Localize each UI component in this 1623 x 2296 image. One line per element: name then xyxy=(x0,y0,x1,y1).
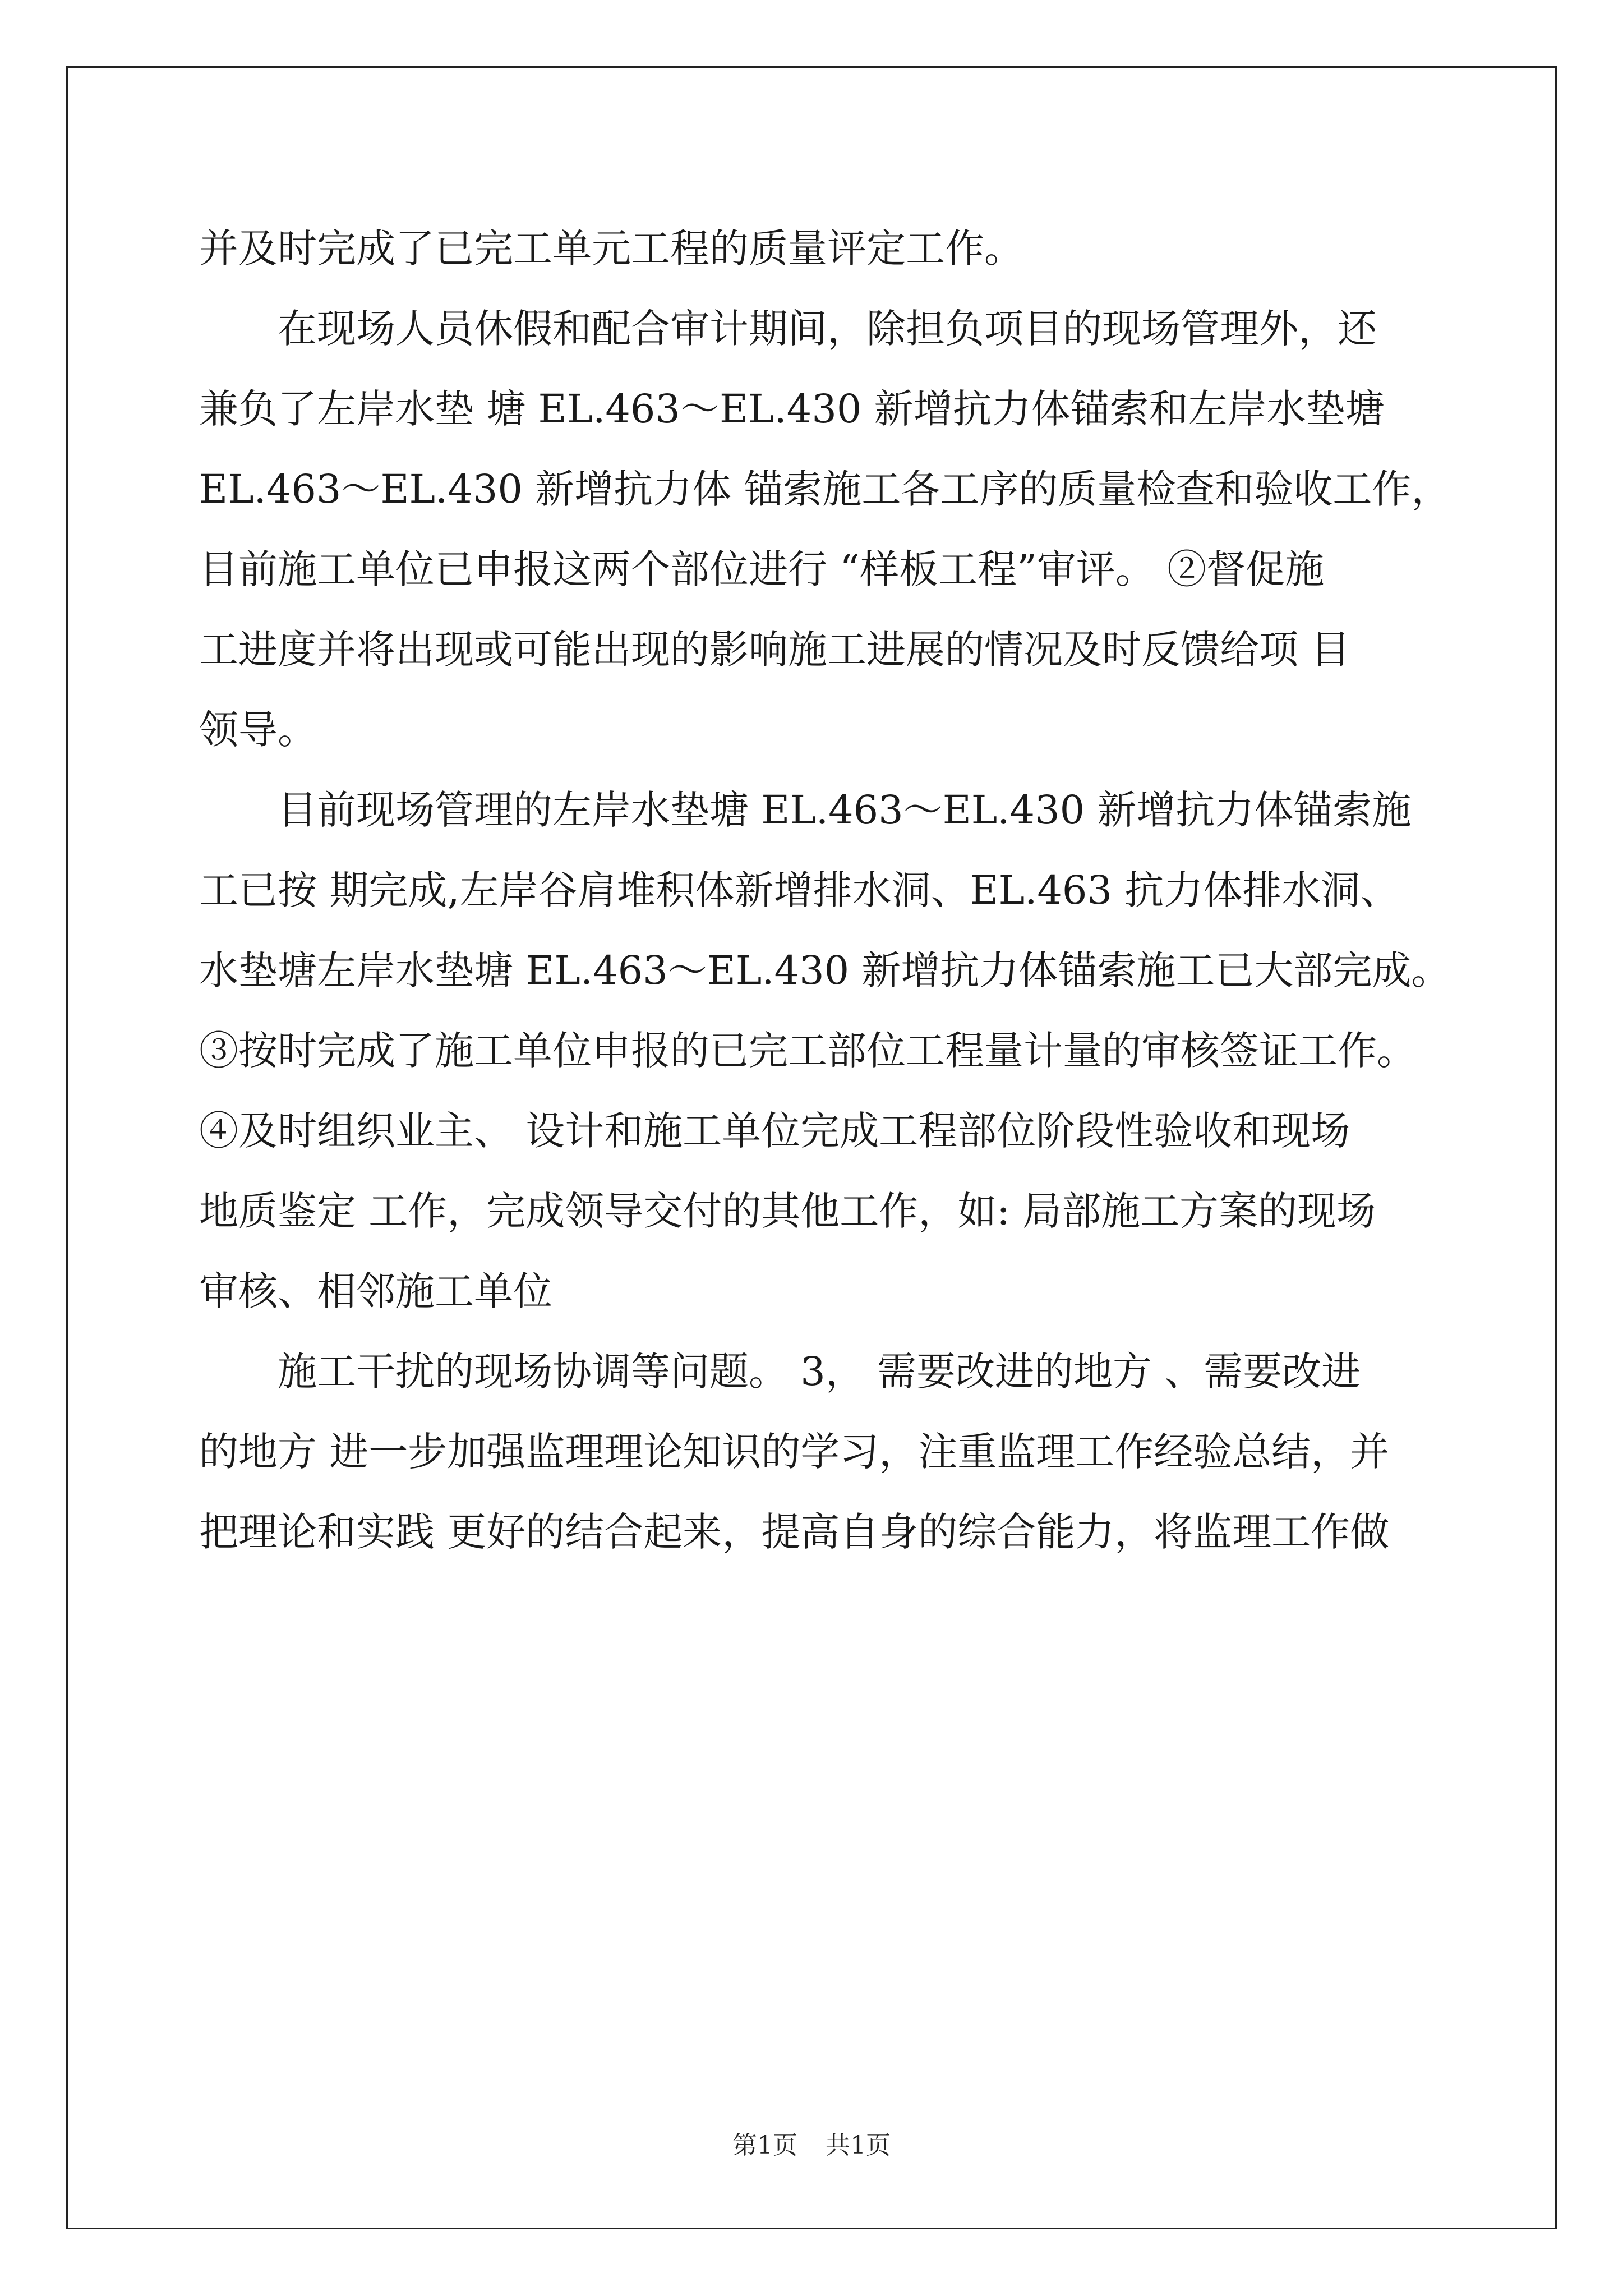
text-line: 目前施工单位已申报这两个部位进行 “样板工程”审评。 ②督促施 xyxy=(199,546,1325,592)
text-line: 工进度并将出现或可能出现的影响施工进展的情况及时反馈给项 目 xyxy=(199,627,1350,673)
text-line: 在现场人员休假和配合审计期间，除担负项目的现场管理外，还 xyxy=(278,306,1377,352)
text-line: 地质鉴定 工作，完成领导交付的其他工作，如: 局部施工方案的现场 xyxy=(199,1188,1376,1234)
page-footer xyxy=(0,2129,1623,2162)
page-number: 第1页 xyxy=(732,2131,797,2160)
text-line: 水垫塘左岸水垫塘 EL.463～EL.430 新增抗力体锚索施工已大部完成。 xyxy=(199,947,1451,993)
text-line: ④及时组织业主、 设计和施工单位完成工程部位阶段性验收和现场 xyxy=(199,1108,1350,1154)
document-body xyxy=(199,209,1451,1572)
text-line: ③按时完成了施工单位申报的已完工部位工程量计量的审核签证工作。 xyxy=(199,1028,1416,1074)
text-line: 审核、相邻施工单位 xyxy=(199,1268,552,1314)
text-line: 并及时完成了已完工单元工程的质量评定工作。 xyxy=(199,226,1023,272)
text-line: 目前现场管理的左岸水垫塘 EL.463～EL.430 新增抗力体锚索施 xyxy=(278,787,1412,833)
text-line: 工已按 期完成,左岸谷肩堆积体新增排水洞、EL.463 抗力体排水洞、 xyxy=(199,867,1400,913)
text-line: 施工干扰的现场协调等问题。 3， 需要改进的地方 、需要改进 xyxy=(278,1349,1361,1395)
text-line: 的地方 进一步加强监理理论知识的学习，注重监理工作经验总结，并 xyxy=(199,1429,1390,1475)
text-line: 兼负了左岸水垫 塘 EL.463～EL.430 新增抗力体锚索和左岸水垫塘 xyxy=(199,386,1385,432)
text-line: 领导。 xyxy=(199,707,317,753)
text-line: 把理论和实践 更好的结合起来，提高自身的综合能力，将监理工作做 xyxy=(199,1509,1390,1555)
text-line: EL.463～EL.430 新增抗力体 锚索施工各工序的质量检查和验收工作， xyxy=(199,466,1451,512)
page-total: 共1页 xyxy=(826,2131,891,2160)
